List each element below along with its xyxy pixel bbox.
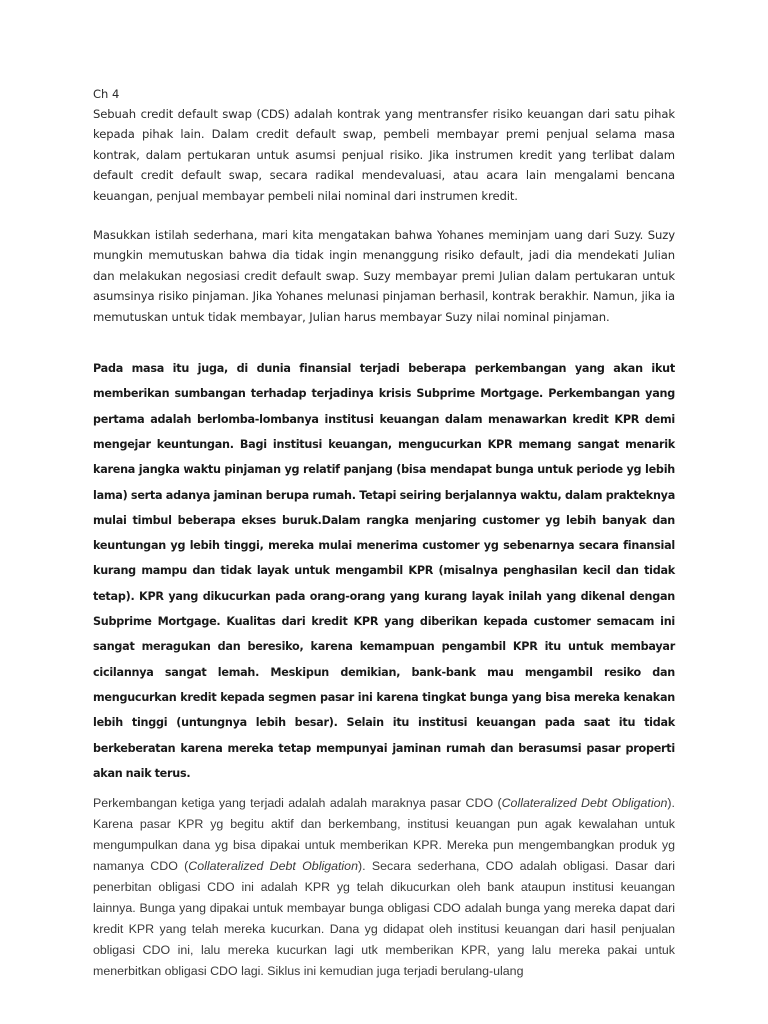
cdo-text-part3: ). Secara sederhana, CDO adalah obligasi. Dasar dari penerbitan obligasi CDO ini adalah KPR yg telah dikucurkan oleh bank ataupun institusi keuangan lainnya. Bunga yang dipakai untuk membayar bunga obligasi CDO adalah bunga yang mereka dapat dari kredit KPR yang telah mereka kucurkan. Dana yg didapat oleh institusi keuangan dari hasil penjualan obligasi CDO ini, lalu mereka kucurkan lagi utk memberikan KPR, yang lalu mereka pakai untuk menerbitkan obligasi CDO lagi. Siklus ini kemudian juga terjadi berulang-ulang xyxy=(93,859,675,979)
paragraph-cds-definition: Sebuah credit default swap (CDS) adalah kontrak yang mentransfer risiko keuangan dari satu pihak kepada pihak lain. Dalam credit default swap, pembeli membayar premi penjual selama masa kontrak, dalam pertukaran untuk asumsi penjual risiko. Jika instrumen kredit yang terlibat dalam default credit default swap, secara radikal mendevaluasi, atau acara lain mengalami bencana keuangan, penjual membayar pembeli nilai nominal dari instrumen kredit. xyxy=(93,107,675,203)
chapter-heading: Ch 4 xyxy=(93,87,120,101)
paragraph-subprime-mortgage: Pada masa itu juga, di dunia finansial terjadi beberapa perkembangan yang akan ikut memberikan sumbangan terhadap terjadinya krisis Subprime Mortgage. Perkembangan yang pertama adalah berlomba-lombanya institusi keuangan dalam menawarkan kredit KPR demi mengejar keuntungan. Bagi institusi keuangan, mengucurkan KPR memang sangat menarik karena jangka waktu pinjaman yg relatif panjang (bisa mendapat bunga untuk periode yg lebih lama) serta adanya jaminan berupa rumah. Tetapi seiring berjalannya waktu, dalam prakteknya mulai timbul beberapa ekses buruk.Dalam rangka menjaring customer yg lebih banyak dan keuntungan yg lebih tinggi, mereka mulai menerima customer yg sebenarnya secara finansial kurang mampu dan tidak layak untuk mengambil KPR (misalnya penghasilan kecil dan tidak tetap). KPR yang dikucurkan pada orang-orang yang kurang layak inilah yang dikenal dengan Subprime Mortgage. Kualitas dari kredit KPR yang diberikan kepada customer semacam ini sangat meragukan dan beresiko, karena kemampuan pengambil KPR itu untuk membayar cicilannya sangat lemah. Meskipun demikian, bank-bank mau mengambil resiko dan mengucurkan kredit kepada segmen pasar ini karena tingkat bunga yang bisa mereka kenakan lebih tinggi (untungnya lebih besar). Selain itu institusi keuangan pada saat itu tidak berkeberatan karena mereka tetap mempunyai jaminan rumah dan berasumsi pasar properti akan naik terus. xyxy=(93,362,675,780)
cdo-term-italic-1: Collateralized Debt Obligation xyxy=(501,796,668,811)
document-body xyxy=(93,84,675,982)
cdo-text-part2: ). Karena pasar KPR yg begitu aktif dan berkembang, institusi keuangan pun agak kewalahan untuk mengumpulkan dana yg bisa dipakai untuk memberikan KPR. Mereka pun mengembangkan produk yg namanya CDO ( xyxy=(93,796,675,874)
paragraph-cds-example: Masukkan istilah sederhana, mari kita mengatakan bahwa Yohanes meminjam uang dari Suzy. Suzy mungkin memutuskan bahwa dia tidak ingin menanggung risiko default, jadi dia mendekati Julian dan melakukan negosiasi credit default swap. Suzy membayar premi Julian dalam pertukaran untuk asumsinya risiko pinjaman. Jika Yohanes melunasi pinjaman berhasil, kontrak berakhir. Namun, jika ia memutuskan untuk tidak membayar, Julian harus membayar Suzy nilai nominal pinjaman. xyxy=(93,228,675,324)
paragraph-cdo-market xyxy=(93,793,675,982)
cdo-text-part1: Perkembangan ketiga yang terjadi adalah adalah maraknya pasar CDO ( xyxy=(93,796,502,811)
cdo-term-italic-2: Collateralized Debt Obligation xyxy=(188,859,358,874)
